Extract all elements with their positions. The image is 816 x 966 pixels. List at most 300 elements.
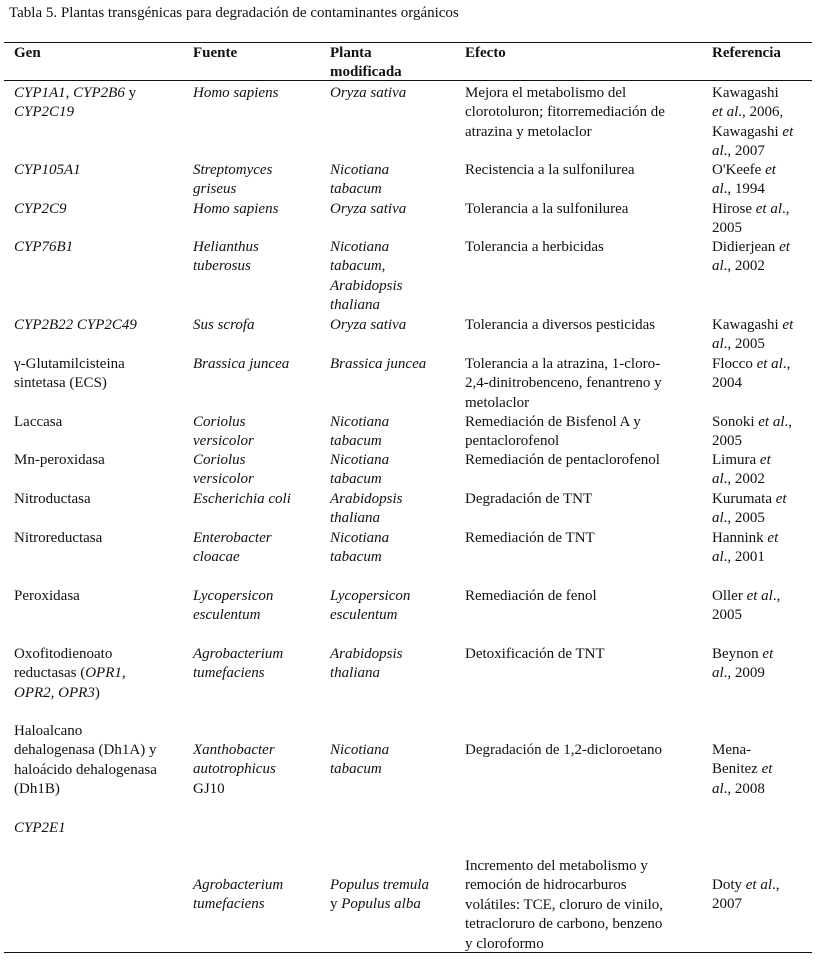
cell-line (712, 219, 790, 238)
cell-line (330, 529, 389, 548)
text: Tolerancia a la sulfonilurea (465, 201, 629, 217)
cell-line (193, 606, 273, 625)
text: Oller (712, 588, 747, 604)
cell-line (14, 413, 62, 432)
cell-line (330, 876, 429, 895)
italic-text: et (761, 761, 773, 778)
text: Tolerancia a herbicidas (465, 239, 604, 255)
italic-text: thaliana (330, 510, 381, 527)
cell-line (465, 413, 641, 432)
text: Benitez (712, 761, 762, 778)
italic-text: Lycopersicon (193, 588, 274, 604)
text: 2007 (712, 896, 742, 913)
cell-line (712, 606, 780, 625)
cell-line (14, 316, 137, 335)
cell-line (712, 161, 776, 180)
cell-line (14, 374, 125, 393)
cell-line (465, 238, 604, 257)
text: pentaclorofenol (465, 433, 560, 450)
cell-line (193, 664, 283, 683)
cell-line (14, 529, 102, 548)
text: reductasas ( (14, 665, 86, 682)
cell-referencia (712, 200, 790, 239)
italic-text: versicolor (193, 471, 254, 488)
text: tetracloruro de carbono, benzeno (465, 916, 663, 933)
text: Mejora el metabolismo del (465, 85, 627, 101)
italic-text: Nicotiana (330, 742, 390, 758)
cell-line (712, 44, 781, 63)
text: Sonoki (712, 414, 759, 430)
text: 2005 (712, 433, 742, 450)
header-efecto (465, 44, 506, 63)
cell-planta (330, 355, 426, 374)
italic-text: esculentum (193, 607, 261, 624)
cell-line (14, 161, 81, 180)
cell-line (193, 451, 254, 470)
italic-text: tabacum (330, 761, 382, 778)
text: ) (94, 684, 100, 701)
italic-text: al (712, 143, 724, 160)
text: y (124, 85, 137, 101)
italic-text: Lycopersicon (330, 588, 411, 604)
italic-text: et al (756, 356, 783, 372)
cell-fuente (193, 741, 276, 799)
cell-line (14, 355, 125, 374)
italic-text: Nicotiana (330, 530, 390, 546)
text: ., 2008 (723, 780, 765, 797)
text: dehalogenasa (Dh1A) y (14, 742, 157, 759)
text: O'Keefe (712, 162, 766, 178)
cell-fuente (193, 200, 278, 219)
cell-line (465, 876, 663, 895)
cell-line (193, 587, 273, 606)
cell-line (193, 355, 289, 374)
cell-fuente (193, 529, 272, 568)
text: ., 2001 (723, 549, 765, 566)
italic-text: CYP76B1 (14, 239, 74, 255)
cell-line (330, 432, 389, 451)
cell-line (465, 857, 663, 876)
italic-text: CYP1A1, CYP2B6 (14, 85, 125, 101)
cell-line (712, 529, 778, 548)
top-rule (4, 42, 812, 43)
cell-line (465, 103, 665, 122)
cell-planta (330, 451, 389, 490)
cell-line (712, 664, 773, 683)
italic-text: CYP105A1 (14, 162, 81, 178)
cell-line (712, 316, 793, 335)
text: Kurumata (712, 491, 776, 507)
text: ., 2006, (738, 104, 784, 121)
text: haloácido dehalogenasa (14, 761, 157, 778)
cell-line (712, 780, 772, 799)
italic-text: al (712, 471, 724, 488)
italic-text: Agrobacterium (193, 877, 284, 893)
text: Gen (14, 45, 41, 61)
cell-planta (330, 316, 406, 335)
italic-text: tabacum, (330, 258, 386, 275)
cell-planta (330, 200, 406, 219)
italic-text: Enterobacter (193, 530, 272, 546)
text: ., (772, 588, 781, 604)
cell-line (193, 413, 254, 432)
text: ., (772, 877, 780, 893)
cell-line (193, 548, 272, 567)
cell-line (193, 238, 259, 257)
cell-referencia (712, 84, 793, 162)
cell-line (712, 490, 787, 509)
cell-line (193, 895, 283, 914)
italic-text: Escherichia coli (193, 491, 291, 507)
text: ., 2005 (723, 510, 765, 527)
cell-referencia (712, 741, 772, 799)
cell-referencia (712, 238, 790, 277)
cell-line (465, 374, 662, 393)
text: ., (782, 356, 791, 372)
text: ., 2002 (723, 471, 765, 488)
text: Kawagashi (712, 317, 783, 333)
italic-text: Nicotiana (330, 452, 390, 468)
italic-text: thaliana (330, 665, 381, 682)
cell-gen (14, 587, 80, 606)
cell-line (330, 587, 410, 606)
cell-gen (14, 238, 73, 257)
italic-text: tumefaciens (193, 896, 265, 913)
cell-fuente (193, 490, 291, 509)
cell-efecto (465, 741, 662, 760)
cell-line (712, 645, 773, 664)
text: Kawagashi (712, 123, 783, 140)
text: Nitroductasa (14, 491, 91, 507)
cell-fuente (193, 645, 283, 684)
italic-text: Oryza sativa (330, 201, 407, 217)
cell-fuente (193, 587, 273, 626)
cell-line (712, 84, 793, 103)
italic-text: et (779, 239, 790, 255)
cell-line (330, 63, 402, 82)
text: Mn-peroxidasa (14, 452, 105, 468)
cell-fuente (193, 355, 289, 374)
italic-text: et al (746, 588, 773, 604)
cell-efecto (465, 84, 665, 142)
cell-planta (330, 876, 429, 915)
cell-line (193, 645, 283, 664)
italic-text: Helianthus (193, 239, 259, 255)
italic-text: tabacum (330, 433, 382, 450)
cell-line (14, 103, 136, 122)
cell-planta (330, 529, 389, 568)
cell-line (330, 760, 389, 779)
cell-line (712, 548, 778, 567)
header-fuente (193, 44, 237, 63)
text: Remediación de TNT (465, 530, 595, 546)
italic-text: Coriolus (193, 452, 246, 468)
cell-efecto (465, 200, 628, 219)
cell-efecto (465, 238, 604, 257)
cell-gen (14, 413, 62, 432)
cell-line (712, 103, 793, 122)
italic-text: et (762, 646, 774, 662)
cell-line (330, 548, 389, 567)
cell-referencia (712, 413, 792, 452)
italic-text: Populus alba (341, 896, 421, 913)
italic-text: tumefaciens (193, 665, 265, 682)
italic-text: Arabidopsis (330, 646, 403, 662)
cell-line (465, 84, 665, 103)
text: atrazina y metolaclor (465, 123, 592, 140)
cell-line (712, 876, 780, 895)
cell-line (330, 645, 403, 664)
cell-line (330, 413, 389, 432)
italic-text: Arabidopsis (330, 277, 403, 294)
cell-efecto (465, 355, 662, 413)
text: Haloalcano (14, 723, 83, 739)
text: remoción de hidrocarburos (465, 877, 627, 894)
cell-line (330, 355, 426, 374)
cell-line (14, 451, 105, 470)
cell-line (465, 451, 660, 470)
cell-line (465, 394, 662, 413)
cell-line (465, 44, 506, 63)
cell-planta (330, 161, 389, 200)
italic-text: Agrobacterium (193, 646, 284, 662)
cell-planta (330, 238, 403, 316)
cell-line (193, 180, 272, 199)
italic-text: et (782, 123, 794, 140)
italic-text: Sus scrofa (193, 317, 255, 333)
cell-efecto (465, 316, 655, 335)
header-gen (14, 44, 41, 63)
cell-line (330, 296, 403, 315)
cell-line (14, 722, 157, 741)
cell-line (14, 490, 91, 509)
text: Hirose (712, 201, 756, 217)
cell-fuente (193, 451, 254, 490)
text: γ-Glutamilcisteina (14, 356, 125, 372)
cell-referencia (712, 355, 790, 394)
text: Doty (712, 877, 746, 893)
italic-text: al (712, 665, 724, 682)
italic-text: Coriolus (193, 414, 246, 430)
cell-referencia (712, 587, 780, 626)
text: ., 2007 (723, 143, 765, 160)
italic-text: CYP2E1 (14, 820, 66, 836)
cell-line (712, 470, 771, 489)
cell-line (712, 760, 772, 779)
italic-text: et (767, 530, 779, 546)
text: Beynon (712, 646, 763, 662)
header-referencia (712, 44, 781, 63)
italic-text: et (775, 491, 787, 507)
italic-text: esculentum (330, 607, 398, 624)
cell-line (330, 238, 403, 257)
cell-line (465, 915, 663, 934)
text: y cloroformo (465, 935, 544, 952)
text: modificada (330, 64, 402, 81)
cell-line (330, 895, 429, 914)
italic-text: Arabidopsis (330, 491, 403, 507)
cell-line (193, 316, 255, 335)
italic-text: et al (758, 414, 785, 430)
cell-line (330, 664, 403, 683)
cell-line (465, 316, 655, 335)
table-caption: Tabla 5. Plantas transgénicas para degradación de contaminantes orgánicos (9, 5, 459, 21)
text: Kawagashi (712, 85, 779, 101)
italic-text: et al (745, 877, 772, 893)
cell-planta (330, 645, 403, 684)
italic-text: al (712, 510, 724, 527)
text: Remediación de pentaclorofenol (465, 452, 660, 468)
italic-text: thaliana (330, 297, 381, 314)
cell-line (193, 529, 272, 548)
text: GJ10 (193, 780, 225, 797)
text: Remediación de Bisfenol A y (465, 414, 641, 430)
cell-line (712, 741, 772, 760)
cell-line (330, 741, 389, 760)
cell-gen (14, 490, 91, 509)
cell-line (193, 876, 283, 895)
cell-line (330, 161, 389, 180)
cell-gen (14, 645, 126, 703)
text: Mena- (712, 742, 752, 758)
cell-referencia (712, 645, 773, 684)
cell-line (465, 741, 662, 760)
text: metolaclor (465, 394, 530, 411)
cell-line (465, 490, 592, 509)
italic-text: Xanthobacter (193, 742, 275, 758)
italic-text: tuberosus (193, 258, 251, 275)
cell-gen (14, 161, 81, 180)
cell-gen (14, 355, 125, 394)
text: Degradación de TNT (465, 491, 593, 507)
text: Tolerancia a diversos pesticidas (465, 317, 656, 333)
italic-text: Brassica juncea (193, 356, 290, 372)
cell-efecto (465, 490, 592, 509)
cell-line (193, 760, 276, 779)
italic-text: al (712, 549, 724, 566)
cell-line (330, 490, 403, 509)
text: Limura (712, 452, 760, 468)
cell-referencia (712, 490, 787, 529)
cell-line (712, 895, 780, 914)
cell-line (465, 587, 597, 606)
cell-line (712, 200, 790, 219)
cell-referencia (712, 451, 771, 490)
cell-efecto (465, 645, 605, 664)
cell-line (465, 200, 628, 219)
italic-text: CYP2C19 (14, 104, 75, 121)
cell-line (330, 316, 406, 335)
cell-planta (330, 741, 389, 780)
italic-text: Oryza sativa (330, 85, 407, 101)
cell-line (712, 257, 790, 276)
cell-line (193, 257, 259, 276)
cell-line (712, 451, 771, 470)
italic-text: et al (755, 201, 782, 217)
italic-text: Brassica juncea (330, 356, 427, 372)
cell-line (465, 123, 665, 142)
text: Nitroreductasa (14, 530, 103, 546)
text: Laccasa (14, 414, 63, 430)
cell-line (14, 664, 126, 683)
cell-line (193, 161, 272, 180)
text: Referencia (712, 45, 781, 61)
cell-planta (330, 413, 389, 452)
text: Didierjean (712, 239, 780, 255)
cell-referencia (712, 161, 776, 200)
cell-line (330, 84, 406, 103)
cell-line (14, 44, 41, 63)
italic-text: tabacum (330, 181, 382, 198)
bottom-rule (4, 952, 812, 953)
text: Remediación de fenol (465, 588, 597, 604)
text: ., 2002 (723, 258, 765, 275)
cell-planta (330, 84, 406, 103)
italic-text: Homo sapiens (193, 201, 279, 217)
text: Hannink (712, 530, 768, 546)
cell-line (712, 180, 776, 199)
text: ., (782, 201, 790, 217)
cell-referencia (712, 529, 778, 568)
text: (Dh1B) (14, 781, 60, 798)
italic-text: tabacum (330, 471, 382, 488)
cell-line (193, 780, 276, 799)
cell-line (330, 44, 402, 63)
cell-line (712, 374, 790, 393)
italic-text: al (712, 780, 724, 797)
cell-fuente (193, 316, 255, 335)
italic-text: cloacae (193, 549, 240, 566)
cell-line (712, 355, 790, 374)
cell-fuente (193, 413, 254, 452)
header-planta (330, 44, 402, 83)
cell-line (14, 741, 157, 760)
cell-line (193, 470, 254, 489)
text: Peroxidasa (14, 588, 80, 604)
cell-line (193, 200, 278, 219)
cell-line (465, 161, 635, 180)
cell-line (712, 238, 790, 257)
cell-gen (14, 451, 105, 470)
cell-fuente (193, 84, 278, 103)
text: 2005 (712, 607, 742, 624)
cell-efecto (465, 529, 595, 548)
text: Planta (330, 45, 372, 61)
cell-line (193, 84, 278, 103)
cell-line (193, 432, 254, 451)
cell-line (330, 200, 406, 219)
cell-efecto (465, 161, 635, 180)
cell-line (193, 44, 237, 63)
italic-text: versicolor (193, 433, 254, 450)
cell-line (712, 413, 792, 432)
cell-line (465, 529, 595, 548)
cell-line (330, 451, 389, 470)
cell-efecto (465, 587, 597, 606)
text: Flocco (712, 356, 757, 372)
cell-referencia (712, 876, 780, 915)
text: sintetasa (ECS) (14, 375, 107, 392)
cell-line (14, 238, 73, 257)
text: volátiles: TCE, cloruro de vinilo, (465, 896, 664, 913)
cell-line (330, 180, 389, 199)
cell-line (14, 819, 66, 838)
cell-efecto (465, 857, 663, 954)
text: ., 2005 (723, 336, 765, 353)
cell-gen (14, 84, 136, 123)
text: 2005 (712, 220, 742, 237)
cell-gen (14, 819, 66, 838)
